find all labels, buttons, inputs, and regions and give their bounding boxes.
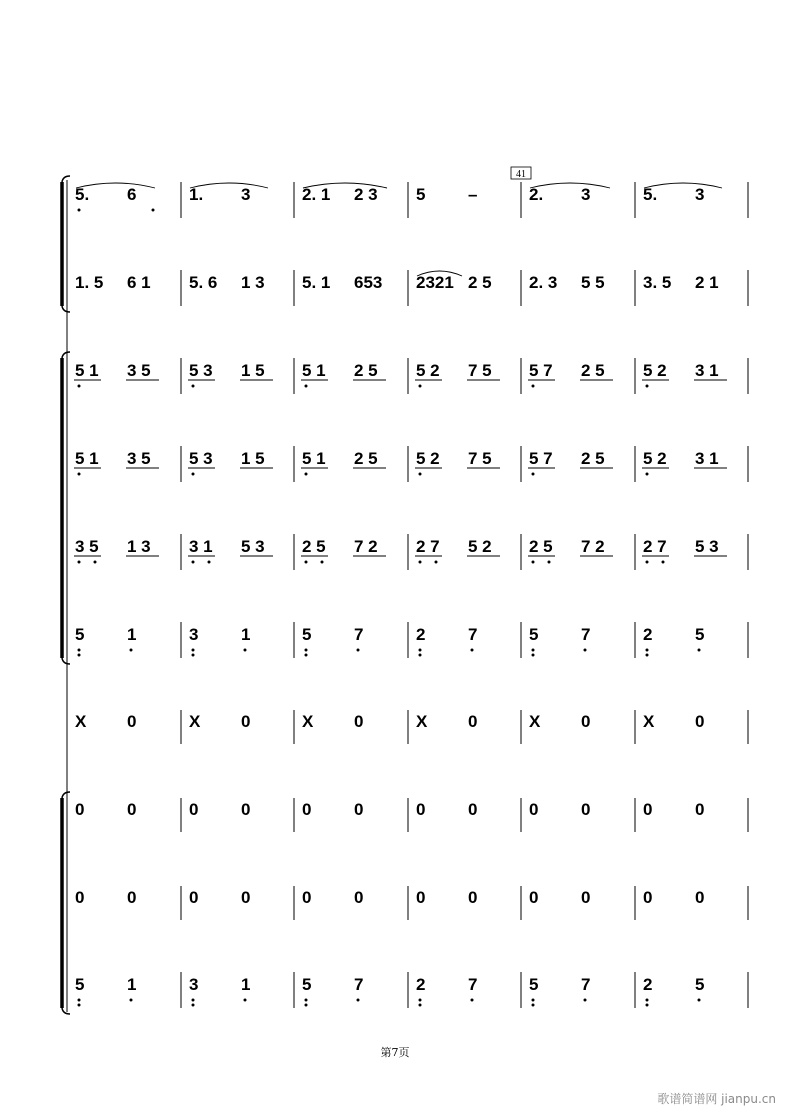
note-group: 2 5 [468,273,492,292]
octave-dot [357,999,360,1002]
note-group: 5 [75,625,85,644]
note-group: 5 [416,185,426,204]
note-group: 1 3 [241,273,265,292]
octave-dot [532,1004,535,1007]
note-group: 0 [529,888,539,907]
note-group: 2 3 [354,185,378,204]
note-group: 6 1 [127,273,151,292]
note-group: 3 5 [75,537,99,556]
note-group: 0 [416,888,426,907]
note-group: 0 [695,800,705,819]
note-group: 5 7 [529,449,553,468]
note-group: 7 [581,975,591,994]
octave-dot [192,1004,195,1007]
note-group: 5 [302,625,312,644]
octave-dot [78,385,81,388]
note-group: 0 [354,800,364,819]
octave-dot [305,473,308,476]
octave-dot [698,649,701,652]
note-group: 5 2 [643,361,667,380]
octave-dot [78,654,81,657]
octave-dot [244,999,247,1002]
page-number: 第7页 [380,1046,410,1059]
note-group: 2 [416,625,426,644]
octave-dot [192,654,195,657]
note-group: 3 1 [695,361,719,380]
note-group: 2321 [416,273,454,292]
note-group: 5 [695,625,705,644]
octave-dot [192,385,195,388]
note-group: – [468,185,478,204]
note-group: 5 3 [189,361,213,380]
note-group: 0 [581,888,591,907]
note-group: 0 [354,712,364,731]
note-group: 0 [643,800,653,819]
note-group: 0 [468,800,478,819]
octave-dot [305,999,308,1002]
note-group: 1 [241,625,251,644]
note-group: 5 3 [241,537,265,556]
note-group: 2 [643,625,653,644]
octave-dot [646,999,649,1002]
note-group: 0 [643,888,653,907]
note-group: 5 1 [302,361,326,380]
note-group: 5. 1 [302,273,331,292]
note-group: 0 [127,712,137,731]
note-group: 0 [241,800,251,819]
octave-dot [584,999,587,1002]
octave-dot [78,209,81,212]
note-group: 0 [468,888,478,907]
note-group: 5 1 [75,449,99,468]
note-group: 3 1 [695,449,719,468]
note-group: 5 [75,975,85,994]
octave-dot [532,561,535,564]
octave-dot [532,999,535,1002]
octave-dot [244,649,247,652]
octave-dot [152,209,155,212]
octave-dot [532,473,535,476]
note-group: 5 2 [416,449,440,468]
octave-dot [192,473,195,476]
note-group: 3 [189,975,199,994]
note-group: X [529,712,541,731]
note-group: 6 [127,185,137,204]
octave-dot [419,654,422,657]
note-group: 2 5 [581,449,605,468]
note-group: 5 1 [302,449,326,468]
note-group: 5 2 [643,449,667,468]
octave-dot [305,1004,308,1007]
note-group: 0 [695,712,705,731]
note-group: 1 [127,975,137,994]
note-group: 2 7 [643,537,667,556]
rehearsal-mark: 41 [516,169,526,180]
octave-dot [419,561,422,564]
note-group: 0 [302,800,312,819]
note-group: 7 [354,625,364,644]
note-group: 2 5 [354,449,378,468]
note-group: 3 [189,625,199,644]
note-group: 7 5 [468,449,492,468]
note-group: 5 [529,975,539,994]
note-group: 0 [581,712,591,731]
bracket-winds-bottom [62,306,70,312]
note-group: 5 [695,975,705,994]
octave-dot [646,654,649,657]
note-group: 5 1 [75,361,99,380]
note-group: 1 [127,625,137,644]
octave-dot [78,999,81,1002]
bracket-strings-bottom [62,658,70,664]
octave-dot [130,999,133,1002]
octave-dot [471,649,474,652]
note-group: 0 [75,888,85,907]
octave-dot [78,473,81,476]
note-group: 0 [189,888,199,907]
note-group: 2 5 [354,361,378,380]
note-group: X [189,712,201,731]
note-group: 3. 5 [643,273,672,292]
note-group: 0 [127,888,137,907]
note-group: 0 [241,888,251,907]
octave-dot [435,561,438,564]
octave-dot [192,999,195,1002]
note-group: 0 [529,800,539,819]
note-group: 5 7 [529,361,553,380]
note-group: 3 5 [127,449,151,468]
note-group: 5 2 [416,361,440,380]
octave-dot [208,561,211,564]
note-group: 0 [354,888,364,907]
note-group: 7 [581,625,591,644]
note-group: 5 3 [695,537,719,556]
octave-dot [78,649,81,652]
octave-dot [646,1004,649,1007]
watermark: 歌谱简谱网 jianpu.cn [657,1092,776,1106]
note-group: 2. 3 [529,273,558,292]
octave-dot [305,654,308,657]
note-group: 2 1 [695,273,719,292]
octave-dot [584,649,587,652]
octave-dot [94,561,97,564]
note-group: 2 5 [581,361,605,380]
octave-dot [548,561,551,564]
note-group: 0 [695,888,705,907]
note-group: 1 3 [127,537,151,556]
note-group: 0 [302,888,312,907]
note-group: 2 [416,975,426,994]
note-group: 2 7 [416,537,440,556]
octave-dot [419,999,422,1002]
note-group: 5 5 [581,273,605,292]
octave-dot [130,649,133,652]
note-group: 0 [75,800,85,819]
octave-dot [78,1004,81,1007]
note-group: 5 2 [468,537,492,556]
note-group: 5. [75,185,90,204]
note-group: 2 5 [302,537,326,556]
note-group: 3 [695,185,705,204]
octave-dot [419,649,422,652]
octave-dot [646,561,649,564]
note-group: 653 [354,273,383,292]
note-group: 5 [529,625,539,644]
bracket-brass-bottom [62,1008,70,1014]
octave-dot [532,654,535,657]
note-group: 0 [468,712,478,731]
note-group: 7 [468,975,478,994]
octave-dot [78,561,81,564]
octave-dot [532,385,535,388]
note-group: 2 [643,975,653,994]
bracket-winds-top [62,176,70,182]
note-group: 1 [241,975,251,994]
note-group: 0 [241,712,251,731]
note-group: 7 2 [581,537,605,556]
note-group: 7 5 [468,361,492,380]
note-group: 7 [354,975,364,994]
note-group: 0 [189,800,199,819]
note-group: 5 3 [189,449,213,468]
octave-dot [662,561,665,564]
note-group: X [416,712,428,731]
note-group: 1 5 [241,449,265,468]
octave-dot [419,385,422,388]
note-group: 1 5 [241,361,265,380]
note-group: 2 5 [529,537,553,556]
octave-dot [305,561,308,564]
octave-dot [646,385,649,388]
octave-dot [192,649,195,652]
note-group: 0 [581,800,591,819]
octave-dot [192,561,195,564]
octave-dot [305,649,308,652]
octave-dot [532,649,535,652]
note-group: 7 2 [354,537,378,556]
note-group: 5. 6 [189,273,218,292]
note-group: 2. [529,185,544,204]
octave-dot [646,649,649,652]
note-group: 5 [302,975,312,994]
note-group: X [75,712,87,731]
note-group: X [643,712,655,731]
note-group: 3 1 [189,537,213,556]
octave-dot [419,1004,422,1007]
note-group: 5. [643,185,658,204]
octave-dot [305,385,308,388]
octave-dot [646,473,649,476]
note-group: 1. 5 [75,273,104,292]
note-group: 0 [416,800,426,819]
octave-dot [419,473,422,476]
note-group: 3 [581,185,591,204]
note-group: 2. 1 [302,185,331,204]
note-group: 7 [468,625,478,644]
note-group: 0 [127,800,137,819]
octave-dot [698,999,701,1002]
octave-dot [471,999,474,1002]
note-group: 3 5 [127,361,151,380]
bracket-strings-top [62,352,70,358]
octave-dot [357,649,360,652]
octave-dot [321,561,324,564]
note-group: 1. [189,185,204,204]
bracket-brass-top [62,792,70,798]
note-group: X [302,712,314,731]
note-group: 3 [241,185,251,204]
